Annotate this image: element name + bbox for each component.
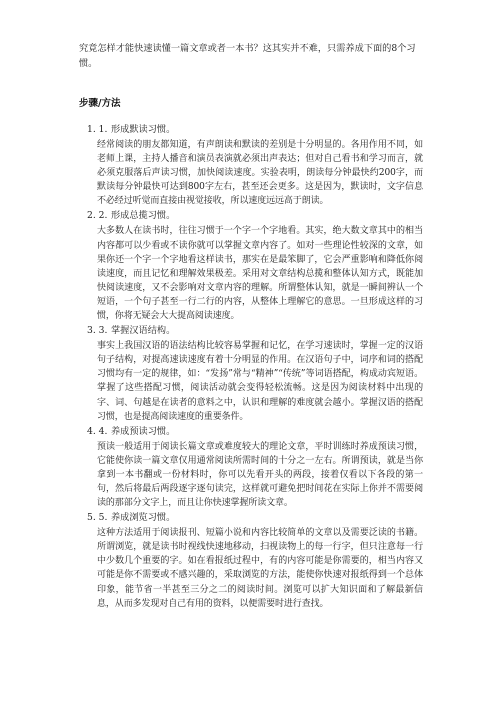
step-body: 经常阅读的朋友都知道，有声朗读和默读的差别是十分明显的。各用作用不同，如老师上课，主持人播音和演员表演就必须出声表达；但对自己看书和学习而言，就必须克服落后声读习惯，加快阅读速度。实验表明，朗读每分钟最快约200字，而默读每分钟最快可达到800字左右，甚至还会更多。这是因为，默读时，文字信息不必经过听觉而直接由视觉接收，所以速度远远高于朗读。 xyxy=(97,140,423,207)
section-heading: 步骤/方法 xyxy=(79,98,121,109)
step-title xyxy=(87,324,423,338)
step-title-text: 掌握汉语结构。 xyxy=(111,325,176,337)
step-number: 4. 4. xyxy=(87,425,108,437)
step-title-text: 形成默读习惯。 xyxy=(111,124,176,135)
step-number: 1. 1. xyxy=(87,124,108,135)
step-title-text: 养成浏览习惯。 xyxy=(111,512,176,524)
step-body: 这种方法适用于阅读报刊、短篇小说和内容比较简单的文章以及需要泛读的书籍。所谓浏览，就是读书时视线快速地移动，扫视读物上的每一行字，但只注意每一行中少数几个重要的字。如在看报纸过程中，有的内容可能是你需要的，相当内容又可能是你不需要或不感兴趣的，采取浏览的方法，能使你快速对报纸得到一个总体印象，能节省一半甚至三分之二的阅读时间。浏览可以扩大知识面和了解最新信息，从而多发现对自己有用的资料，以便需要时进行查找。 xyxy=(97,528,423,609)
step-number: 3. 3. xyxy=(87,325,108,337)
step-body: 预读一般适用于阅读长篇文章或难度较大的理论文章，平时训练时养成预读习惯，它能使你读一篇文章仅用通常阅读所需时间的十分之一左右。所谓预读，就是当你拿到一本书翻或一份材料时，你可以先看开头的两段，接着仅看以下各段的第一句，然后将最后两段逐字逐句读完，这样就可避免把时间花在实际上你并不需要阅读的那部分文字上，而且让你快速掌握所读文章。 xyxy=(97,441,423,509)
step-item xyxy=(87,425,423,510)
step-item xyxy=(87,511,423,611)
intro-paragraph: 究竟怎样才能快速读懂一篇文章或者一本书？这其实并不难，只需养成下面的8个习惯。 xyxy=(79,43,416,69)
step-title xyxy=(87,425,423,439)
step-item xyxy=(87,324,423,424)
step-number: 2. 2. xyxy=(87,210,108,222)
step-title-text: 形成总揽习惯。 xyxy=(111,210,176,222)
step-number: 5. 5. xyxy=(87,512,108,524)
step-item xyxy=(87,209,423,323)
step-title xyxy=(87,123,423,137)
step-title-text: 养成预读习惯。 xyxy=(111,425,176,437)
step-body: 大多数人在读书时，往往习惯于一个字一个字地看。其实，绝大数文章其中的相当内容都可以少看或不读你就可以掌握文章内容了。如对一些理论性较深的文章，如果你还一个字一个字地看这样读书，那实在是最笨脚了，它会严重影响和降低你阅读速度，而且记忆和理解效果极差。采用对文章结构总揽和整体认知方式，既能加快阅读速度，又不会影响对文章内容的理解。所谓整体认知，就是一瞬间辨认一个短语，一个句子甚至一行二行的内容，从整体上理解它的意思。一旦形成这样的习惯，你将无疑会大大提高阅读速度。 xyxy=(97,226,423,322)
steps-list xyxy=(87,123,423,612)
step-body: 事实上我国汉语的语法结构比较容易掌握和记忆，在学习速读时，掌握一定的汉语句子结构，对提高速读速度有着十分明显的作用。在汉语句子中，词序和词的搭配习惯均有一定的规律，如：“发扬”常与“精神”“传统”等词语搭配，构成动宾短语。掌握了这些搭配习惯，阅读活动就会变得轻松流畅。这是因为阅读材料中出现的字、词、句越是在读者的意料之中，认识和理解的难度就会越小。掌握汉语的搭配习惯，也是提高阅读速度的重要条件。 xyxy=(97,341,423,422)
step-title xyxy=(87,209,423,223)
step-item xyxy=(87,123,423,208)
step-title xyxy=(87,511,423,525)
